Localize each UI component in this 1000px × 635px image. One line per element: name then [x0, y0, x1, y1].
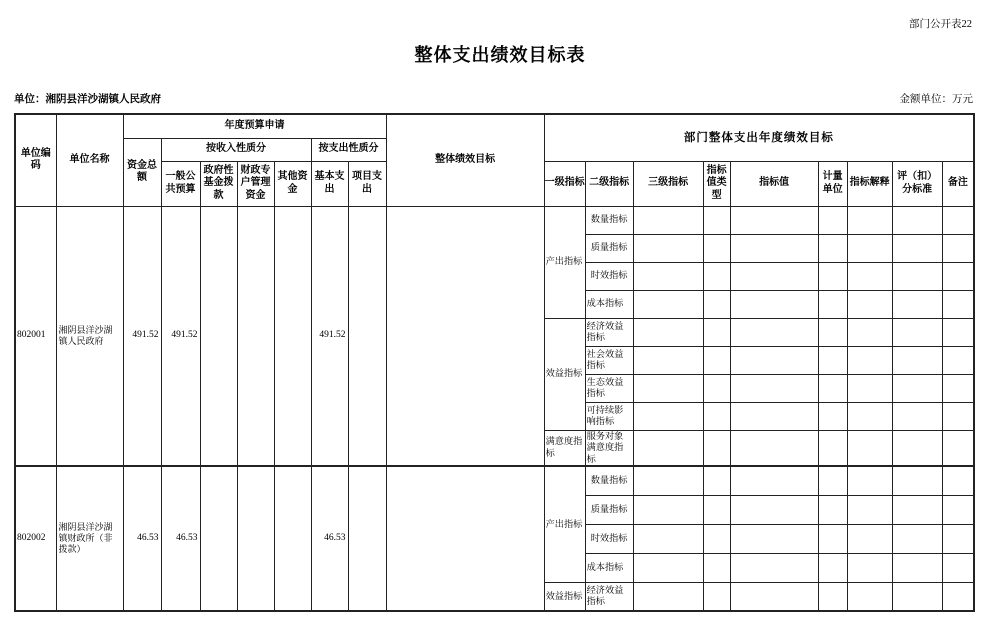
empty-cell [847, 290, 892, 318]
col-header-project-expense: 项目支出 [348, 161, 386, 206]
empty-cell [847, 553, 892, 582]
other-funds-cell [274, 206, 311, 466]
empty-cell [942, 430, 974, 466]
empty-cell [942, 553, 974, 582]
row-group-802002 [15, 466, 974, 611]
empty-cell [818, 262, 847, 290]
empty-cell [730, 290, 818, 318]
unit-code-cell: 802001 [15, 206, 56, 466]
empty-cell [892, 524, 942, 553]
table-row [15, 206, 974, 234]
col-header-remark: 备注 [942, 161, 974, 206]
col-header-scoring-standard: 评（扣）分标准 [892, 161, 942, 206]
empty-cell [847, 582, 892, 611]
total-funds-cell: 46.53 [123, 466, 161, 611]
empty-cell [730, 318, 818, 346]
empty-cell [703, 402, 730, 430]
empty-cell [633, 524, 703, 553]
empty-cell [847, 466, 892, 495]
overall-target-cell [386, 466, 544, 611]
empty-cell [892, 374, 942, 402]
general-public-budget-cell: 491.52 [161, 206, 200, 466]
empty-cell [633, 374, 703, 402]
empty-cell [730, 495, 818, 524]
col-header-indicator-explanation: 指标解释 [847, 161, 892, 206]
col-header-level1-indicator: 一级指标 [544, 161, 585, 206]
empty-cell [730, 582, 818, 611]
empty-cell [847, 262, 892, 290]
amount-unit-label: 金额单位：万元 [899, 94, 973, 105]
empty-cell [818, 346, 847, 374]
empty-cell [633, 262, 703, 290]
col-header-total-funds: 资金总额 [123, 138, 161, 206]
level2-cell: 时效指标 [585, 262, 633, 290]
empty-cell [818, 206, 847, 234]
empty-cell [818, 430, 847, 466]
level2-cell: 数量指标 [585, 466, 633, 495]
empty-cell [703, 262, 730, 290]
col-header-measure-unit: 计量单位 [818, 161, 847, 206]
col-header-dept-annual-target: 部门整体支出年度绩效目标 [544, 114, 974, 161]
empty-cell [942, 374, 974, 402]
empty-cell [818, 524, 847, 553]
col-header-annual-budget-request: 年度预算申请 [123, 114, 386, 138]
row-group-802001 [15, 206, 974, 466]
total-funds-cell: 491.52 [123, 206, 161, 466]
level2-cell: 生态效益指标 [585, 374, 633, 402]
empty-cell [633, 402, 703, 430]
empty-cell [730, 206, 818, 234]
empty-cell [703, 582, 730, 611]
col-header-unit-name: 单位名称 [56, 114, 123, 206]
empty-cell [847, 318, 892, 346]
other-funds-cell [274, 466, 311, 611]
empty-cell [730, 466, 818, 495]
level2-cell: 质量指标 [585, 495, 633, 524]
empty-cell [942, 466, 974, 495]
empty-cell [942, 524, 974, 553]
empty-cell [633, 290, 703, 318]
empty-cell [703, 374, 730, 402]
empty-cell [892, 346, 942, 374]
empty-cell [847, 234, 892, 262]
empty-cell [633, 318, 703, 346]
header-row-1 [15, 114, 974, 138]
empty-cell [703, 290, 730, 318]
gov-fund-cell [200, 206, 237, 466]
empty-cell [730, 346, 818, 374]
level1-cell: 产出指标 [544, 466, 585, 582]
empty-cell [633, 206, 703, 234]
level2-cell: 时效指标 [585, 524, 633, 553]
col-header-overall-performance-target: 整体绩效目标 [386, 114, 544, 206]
project-expense-cell [348, 206, 386, 466]
empty-cell [703, 430, 730, 466]
level2-cell: 社会效益指标 [585, 346, 633, 374]
col-header-level2-indicator: 二级指标 [585, 161, 633, 206]
col-header-fiscal-special-account: 财政专户管理资金 [237, 161, 274, 206]
col-header-gov-fund-allocation: 政府性基金拨款 [200, 161, 237, 206]
empty-cell [942, 290, 974, 318]
empty-cell [633, 495, 703, 524]
level2-cell: 数量指标 [585, 206, 633, 234]
empty-cell [703, 524, 730, 553]
col-header-general-public-budget: 一般公共预算 [161, 161, 200, 206]
level2-cell: 经济效益指标 [585, 318, 633, 346]
basic-expense-cell: 46.53 [311, 466, 348, 611]
empty-cell [703, 206, 730, 234]
empty-cell [847, 374, 892, 402]
empty-cell [847, 402, 892, 430]
level2-cell: 质量指标 [585, 234, 633, 262]
empty-cell [818, 234, 847, 262]
level1-cell: 满意度指标 [544, 430, 585, 466]
empty-cell [730, 430, 818, 466]
empty-cell [730, 374, 818, 402]
empty-cell [892, 430, 942, 466]
empty-cell [818, 582, 847, 611]
empty-cell [730, 524, 818, 553]
empty-cell [847, 524, 892, 553]
overall-target-cell [386, 206, 544, 466]
empty-cell [942, 346, 974, 374]
empty-cell [818, 466, 847, 495]
empty-cell [703, 318, 730, 346]
empty-cell [703, 553, 730, 582]
empty-cell [633, 466, 703, 495]
empty-cell [730, 553, 818, 582]
level2-cell: 成本指标 [585, 553, 633, 582]
empty-cell [818, 495, 847, 524]
empty-cell [892, 234, 942, 262]
empty-cell [847, 206, 892, 234]
empty-cell [818, 318, 847, 346]
empty-cell [730, 234, 818, 262]
table-row [15, 466, 974, 495]
gov-fund-cell [200, 466, 237, 611]
empty-cell [892, 290, 942, 318]
empty-cell [942, 582, 974, 611]
unit-name-cell: 湘阴县洋沙湖镇人民政府 [56, 206, 123, 466]
page-title: 整体支出绩效目标表 [414, 45, 586, 65]
empty-cell [942, 495, 974, 524]
col-header-by-expense-nature: 按支出性质分 [311, 138, 386, 161]
unit-label: 单位：湘阴县洋沙湖镇人民政府 [14, 94, 161, 105]
empty-cell [703, 466, 730, 495]
unit-name-cell: 湘阴县洋沙湖镇财政所（非拨款） [56, 466, 123, 611]
fiscal-account-cell [237, 466, 274, 611]
col-header-indicator-value: 指标值 [730, 161, 818, 206]
empty-cell [892, 262, 942, 290]
empty-cell [847, 430, 892, 466]
basic-expense-cell: 491.52 [311, 206, 348, 466]
empty-cell [847, 495, 892, 524]
empty-cell [633, 582, 703, 611]
project-expense-cell [348, 466, 386, 611]
empty-cell [892, 495, 942, 524]
empty-cell [633, 430, 703, 466]
col-header-other-funds: 其他资金 [274, 161, 311, 206]
level1-cell: 产出指标 [544, 206, 585, 318]
unit-code-cell: 802002 [15, 466, 56, 611]
form-tag: 部门公开表22 [909, 19, 972, 30]
col-header-unit-code: 单位编码 [15, 114, 56, 206]
empty-cell [730, 262, 818, 290]
empty-cell [703, 346, 730, 374]
empty-cell [942, 206, 974, 234]
level2-cell: 可持续影响指标 [585, 402, 633, 430]
empty-cell [818, 553, 847, 582]
empty-cell [942, 234, 974, 262]
empty-cell [942, 402, 974, 430]
empty-cell [633, 234, 703, 262]
empty-cell [892, 466, 942, 495]
empty-cell [633, 553, 703, 582]
col-header-by-income-nature: 按收入性质分 [161, 138, 311, 161]
empty-cell [942, 318, 974, 346]
empty-cell [892, 553, 942, 582]
meta-row [14, 91, 973, 106]
col-header-basic-expense: 基本支出 [311, 161, 348, 206]
empty-cell [633, 346, 703, 374]
level1-cell: 效益指标 [544, 318, 585, 430]
fiscal-account-cell [237, 206, 274, 466]
empty-cell [892, 318, 942, 346]
performance-target-table [14, 113, 975, 612]
level2-cell: 经济效益指标 [585, 582, 633, 611]
empty-cell [818, 290, 847, 318]
general-public-budget-cell: 46.53 [161, 466, 200, 611]
table-header [15, 114, 974, 206]
col-header-indicator-value-type: 指标值类型 [703, 161, 730, 206]
empty-cell [730, 402, 818, 430]
level1-cell: 效益指标 [544, 582, 585, 611]
empty-cell [703, 495, 730, 524]
empty-cell [892, 582, 942, 611]
empty-cell [892, 206, 942, 234]
empty-cell [818, 374, 847, 402]
col-header-level3-indicator: 三级指标 [633, 161, 703, 206]
empty-cell [703, 234, 730, 262]
empty-cell [942, 262, 974, 290]
empty-cell [818, 402, 847, 430]
level2-cell: 服务对象满意度指标 [585, 430, 633, 466]
empty-cell [847, 346, 892, 374]
empty-cell [892, 402, 942, 430]
level2-cell: 成本指标 [585, 290, 633, 318]
